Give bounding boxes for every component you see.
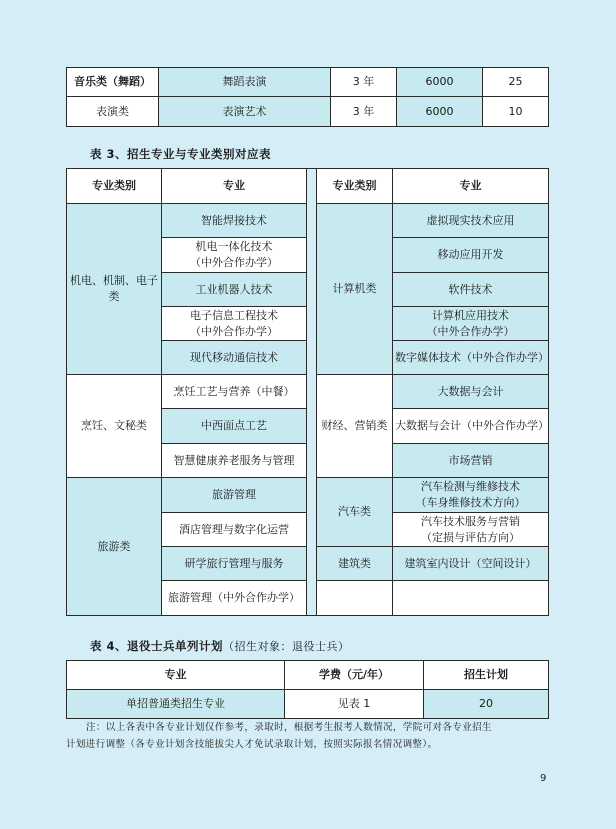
major-cell: 单招普通类招生专业 — [67, 690, 285, 719]
major-cell: 旅游管理（中外合作办学） — [162, 581, 307, 616]
major-cell: 研学旅行管理与服务 — [162, 547, 307, 581]
category-cell: 建筑类 — [317, 547, 393, 581]
category-cell: 表演类 — [67, 97, 159, 127]
footnote-line-2: 计划进行调整（各专业计划含技能拔尖人才免试录取计划，按照实际报名情况调整）。 — [66, 739, 438, 750]
major-cell: 汽车检测与维修技术 （车身维修技术方向） — [393, 478, 549, 513]
table-header-row — [67, 169, 549, 204]
major-cell: 电子信息工程技术 （中外合作办学） — [162, 307, 307, 341]
footnote-line-1: 注：以上各表中各专业计划仅作参考，录取时，根据考生报考人数情况，学院可对各专业招生 — [86, 722, 492, 733]
table3-caption: 表 3、招生专业与专业类别对应表 — [90, 147, 272, 161]
table-row — [67, 690, 549, 719]
veteran-plan-table — [66, 660, 549, 719]
major-cell: 旅游管理 — [162, 478, 307, 513]
table4-subtitle: （招生对象：退役士兵） — [223, 640, 350, 653]
major-cell: 机电一体化技术 （中外合作办学） — [162, 238, 307, 273]
table-row — [67, 68, 549, 97]
major-cell: 市场营销 — [393, 444, 549, 478]
major-cell: 中西面点工艺 — [162, 409, 307, 444]
years-cell: 3 年 — [331, 97, 397, 127]
major-cell: 工业机器人技术 — [162, 273, 307, 307]
major-cell: 计算机应用技术 （中外合作办学） — [393, 307, 549, 341]
major-cell: 烹饪工艺与营养（中餐） — [162, 375, 307, 409]
table-header-row — [67, 661, 549, 690]
major-cell: 酒店管理与数字化运营 — [162, 513, 307, 547]
category-cell: 机电、机制、电子类 — [67, 204, 162, 375]
major-cell: 表演艺术 — [159, 97, 331, 127]
fee-cell: 6000 — [397, 68, 483, 97]
table4-title: 表 4、退役士兵单列计划 — [90, 639, 224, 653]
category-cell: 汽车类 — [317, 478, 393, 547]
enrollment-table-continued — [66, 67, 549, 127]
empty-cell — [393, 581, 549, 616]
header-major-left: 专业 — [162, 169, 307, 204]
category-cell: 烹饪、文秘类 — [67, 375, 162, 478]
page-number: 9 — [540, 773, 547, 784]
major-cell: 智能焊接技术 — [162, 204, 307, 238]
category-cell: 旅游类 — [67, 478, 162, 616]
table-row — [67, 97, 549, 127]
major-cell: 现代移动通信技术 — [162, 341, 307, 375]
plan-cell: 10 — [483, 97, 549, 127]
footnote — [66, 719, 556, 753]
header-major-right: 专业 — [393, 169, 549, 204]
header-category-left: 专业类别 — [67, 169, 162, 204]
header-major: 专业 — [67, 661, 285, 690]
header-plan: 招生计划 — [424, 661, 549, 690]
major-cell: 舞蹈表演 — [159, 68, 331, 97]
empty-cell — [317, 581, 393, 616]
column-separator — [307, 169, 317, 616]
major-cell: 大数据与会计（中外合作办学） — [393, 409, 549, 444]
major-cell: 数字媒体技术（中外合作办学） — [393, 341, 549, 375]
header-fee: 学费（元/年） — [285, 661, 424, 690]
category-cell: 音乐类（舞蹈） — [67, 68, 159, 97]
category-cell: 计算机类 — [317, 204, 393, 375]
major-cell: 汽车技术服务与营销 （定损与评估方向） — [393, 513, 549, 547]
major-cell: 智慧健康养老服务与管理 — [162, 444, 307, 478]
major-cell: 建筑室内设计（空间设计） — [393, 547, 549, 581]
category-cell: 财经、营销类 — [317, 375, 393, 478]
header-category-right: 专业类别 — [317, 169, 393, 204]
plan-cell: 25 — [483, 68, 549, 97]
major-cell: 大数据与会计 — [393, 375, 549, 409]
plan-cell: 20 — [424, 690, 549, 719]
major-cell: 软件技术 — [393, 273, 549, 307]
major-cell: 虚拟现实技术应用 — [393, 204, 549, 238]
fee-cell: 6000 — [397, 97, 483, 127]
years-cell: 3 年 — [331, 68, 397, 97]
table4-caption — [90, 638, 350, 654]
major-category-table — [66, 168, 549, 616]
major-cell: 移动应用开发 — [393, 238, 549, 273]
fee-cell: 见表 1 — [285, 690, 424, 719]
